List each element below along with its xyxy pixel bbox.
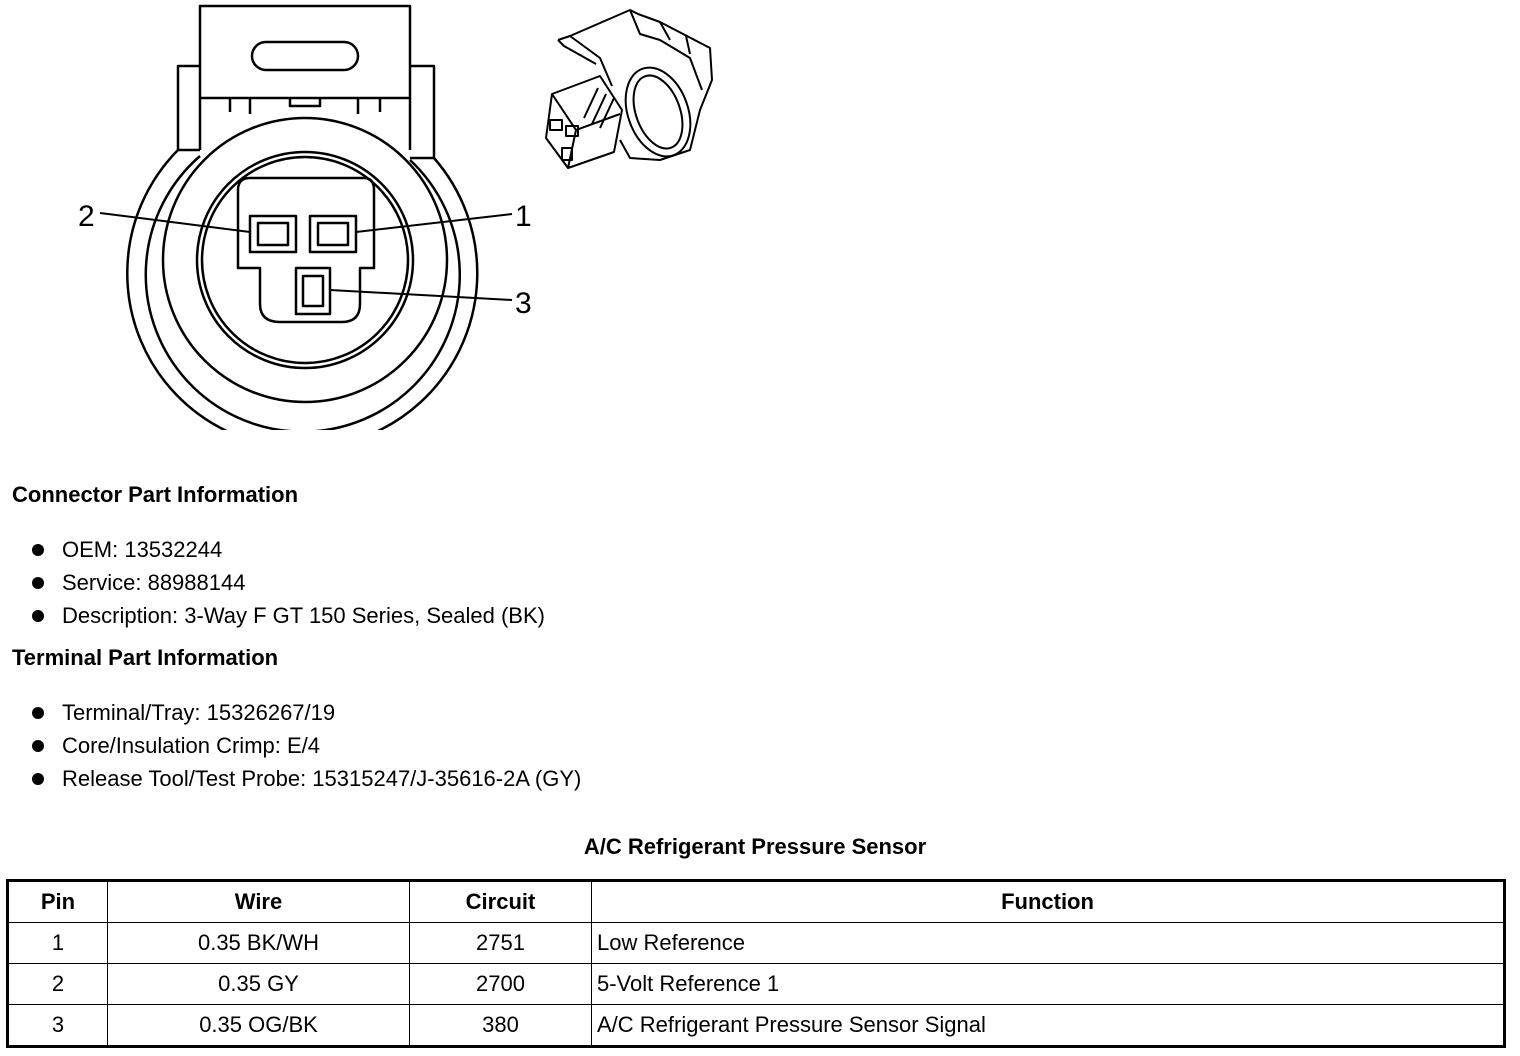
list-item [28, 762, 581, 795]
leader-pin-3 [330, 290, 512, 300]
cell-pin: 3 [8, 1005, 108, 1047]
cell-wire: 0.35 OG/BK [108, 1005, 410, 1047]
seal-ring-outer [163, 118, 447, 402]
table-title: A/C Refrigerant Pressure Sensor [583, 834, 927, 859]
list-item-text: Core/Insulation Crimp: E/4 [62, 733, 320, 758]
terminal-info-title: Terminal Part Information [12, 645, 279, 670]
bullet-icon [32, 740, 44, 752]
cell-circuit: 380 [410, 1005, 592, 1047]
cell-function: 5-Volt Reference 1 [592, 964, 1505, 1005]
leader-pin-2 [100, 213, 250, 232]
cell-function: Low Reference [592, 923, 1505, 964]
list-item-text: OEM: 13532244 [62, 537, 223, 562]
seal-ring-middle [197, 152, 413, 368]
cell-function: A/C Refrigerant Pressure Sensor Signal [592, 1005, 1505, 1047]
connector-front-view [0, 0, 560, 430]
pinout-table [6, 879, 1506, 1048]
connector-latch [200, 6, 410, 98]
bullet-icon [32, 610, 44, 622]
table-row [8, 1005, 1505, 1047]
list-item-text: Description: 3-Way F GT 150 Series, Sealed (BK) [62, 603, 545, 628]
header-function: Function [592, 881, 1505, 923]
bullet-icon [32, 544, 44, 556]
cell-wire: 0.35 BK/WH [108, 923, 410, 964]
cell-circuit: 2751 [410, 923, 592, 964]
list-item [28, 566, 545, 599]
pin-label-3: 3 [515, 287, 532, 320]
header-circuit: Circuit [410, 881, 592, 923]
iso-face [546, 76, 622, 168]
pin-label-2: 2 [78, 200, 95, 233]
connector-isometric-view [540, 0, 730, 180]
bullet-icon [32, 773, 44, 785]
table-header-row [8, 881, 1505, 923]
header-pin: Pin [8, 881, 108, 923]
leader-pin-1 [356, 214, 512, 232]
connector-info-list [28, 533, 545, 632]
iso-terminal-2 [550, 120, 562, 130]
list-item [28, 599, 545, 632]
cell-circuit: 2700 [410, 964, 592, 1005]
table-row [8, 964, 1505, 1005]
bullet-icon [32, 707, 44, 719]
cell-pin: 1 [8, 923, 108, 964]
cell-wire: 0.35 GY [108, 964, 410, 1005]
list-item-text: Terminal/Tray: 15326267/19 [62, 700, 336, 725]
latch-slot [252, 42, 358, 70]
list-item [28, 696, 581, 729]
terminal-cavity [238, 178, 374, 322]
connector-info-title: Connector Part Information [12, 482, 299, 507]
list-item-text: Service: 88988144 [62, 570, 246, 595]
list-item-text: Release Tool/Test Probe: 15315247/J-35616-2A (GY) [62, 766, 582, 791]
table-row [8, 923, 1505, 964]
bullet-icon [32, 577, 44, 589]
list-item [28, 533, 545, 566]
list-item [28, 729, 581, 762]
terminal-info-list [28, 696, 581, 795]
cell-pin: 2 [8, 964, 108, 1005]
header-wire: Wire [108, 881, 410, 923]
pin-label-1: 1 [515, 200, 532, 233]
